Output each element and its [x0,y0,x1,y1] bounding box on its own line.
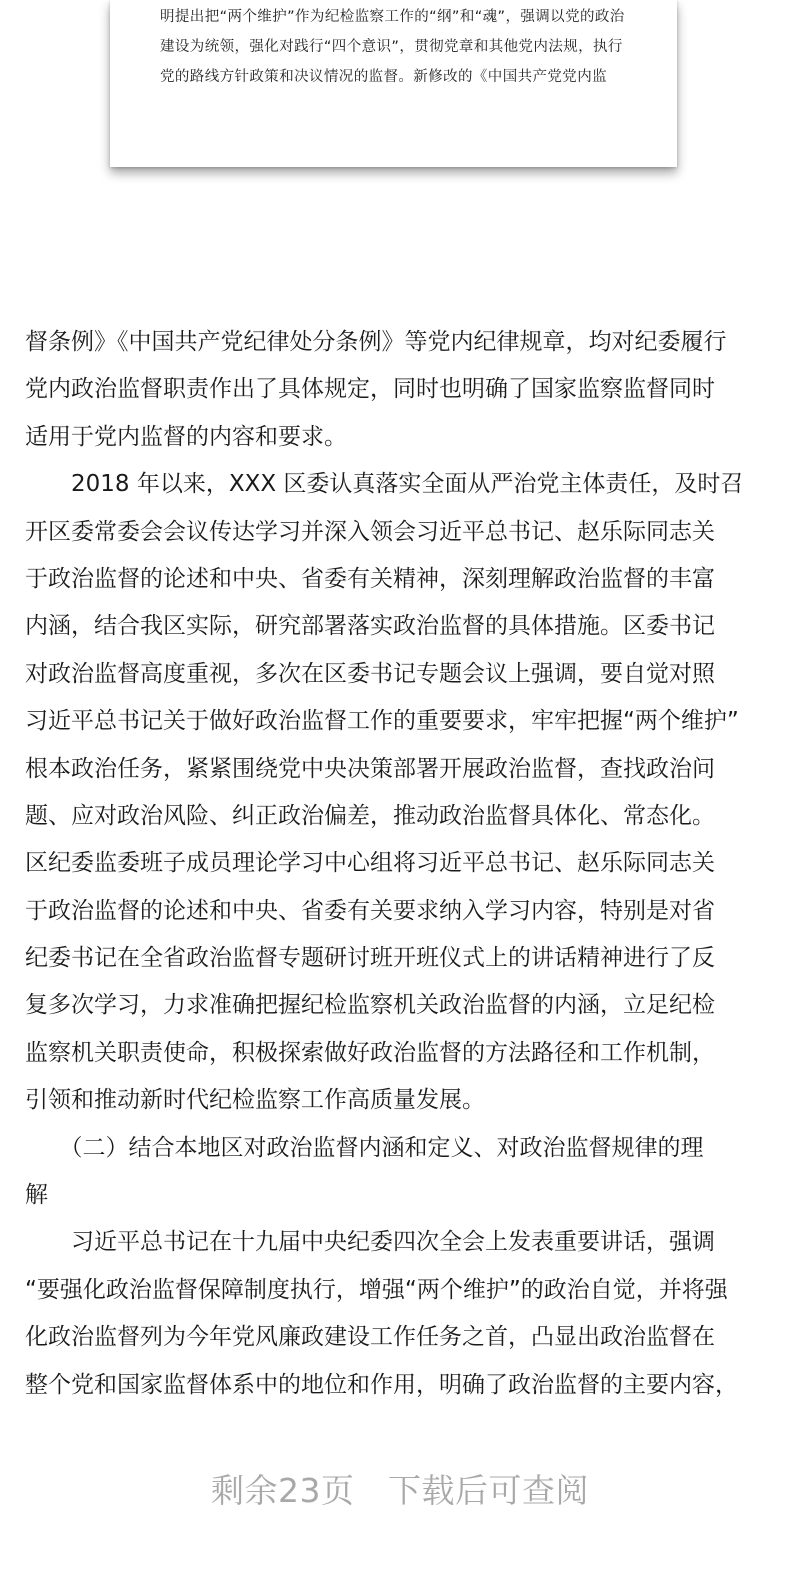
document-body [25,319,775,1409]
previous-page-preview [110,0,677,167]
text-line: “要强化政治监督保障制度执行，增强“两个维护”的政治自觉，并将强 [25,1276,728,1303]
text-line: 对政治监督高度重视，多次在区委书记专题会议上强调，要自觉对照 [25,660,715,687]
text-line: 整个党和国家监督体系中的地位和作用，明确了政治监督的主要内容， [25,1371,738,1398]
text-line: 根本政治任务，紧紧围绕党中央决策部署开展政治监督，查找政治问 [25,755,715,782]
text-line: 监察机关职责使命，积极探索做好政治监督的方法路径和工作机制， [25,1039,715,1066]
preview-line: 党的路线方针政策和决议情况的监督。新修改的《中国共产党党内监 [160,69,607,85]
text-line: 2018 年以来，XXX 区委认真落实全面从严治党主体责任，及时召 [25,471,744,498]
text-line: 于政治监督的论述和中央、省委有关要求纳入学习内容，特别是对省 [25,897,715,924]
preview-line: 建设为统领，强化对践行“四个意识”，贯彻党章和其他党内法规，执行 [160,39,623,55]
text-line: 习近平总书记关于做好政治监督工作的重要要求，牢牢把握“两个维护” [25,708,739,735]
text-line: 于政治监督的论述和中央、省委有关精神，深刻理解政治监督的丰富 [25,565,715,592]
text-line: 习近平总书记在十九届中央纪委四次全会上发表重要讲话，强调 [25,1229,715,1256]
text-line: 区纪委监委班子成员理论学习中心组将习近平总书记、赵乐际同志关 [25,850,715,877]
text-line: 督条例》《中国共产党纪律处分条例》等党内纪律规章，均对纪委履行 [25,329,727,355]
text-line: 题、应对政治风险、纠正政治偏差，推动政治监督具体化、常态化。 [25,802,715,829]
text-line: 内涵，结合我区实际，研究部署落实政治监督的具体措施。区委书记 [25,613,715,640]
remaining-pages-notice[interactable]: 剩余23页 下载后可查阅 [211,1471,589,1510]
text-line: 开区委常委会会议传达学习并深入领会习近平总书记、赵乐际同志关 [25,518,715,545]
text-line: 适用于党内监督的内容和要求。 [25,423,347,450]
text-line: 党内政治监督职责作出了具体规定，同时也明确了国家监察监督同时 [25,376,715,403]
preview-line: 明提出把“两个维护”作为纪检监察工作的“纲”和“魂”，强调以党的政治 [160,9,625,25]
section-heading-line: （二）结合本地区对政治监督内涵和定义、对政治监督规律的理 [25,1134,704,1161]
section-heading-line: 解 [25,1182,48,1209]
preview-page-text [160,2,640,92]
text-line: 纪委书记在全省政治监督专题研讨班开班仪式上的讲话精神进行了反 [25,945,715,972]
text-line: 引领和推动新时代纪检监察工作高质量发展。 [25,1087,485,1114]
text-line: 化政治监督列为今年党风廉政建设工作任务之首，凸显出政治监督在 [25,1324,715,1351]
text-line: 复多次学习，力求准确把握纪检监察机关政治监督的内涵，立足纪检 [25,992,715,1019]
